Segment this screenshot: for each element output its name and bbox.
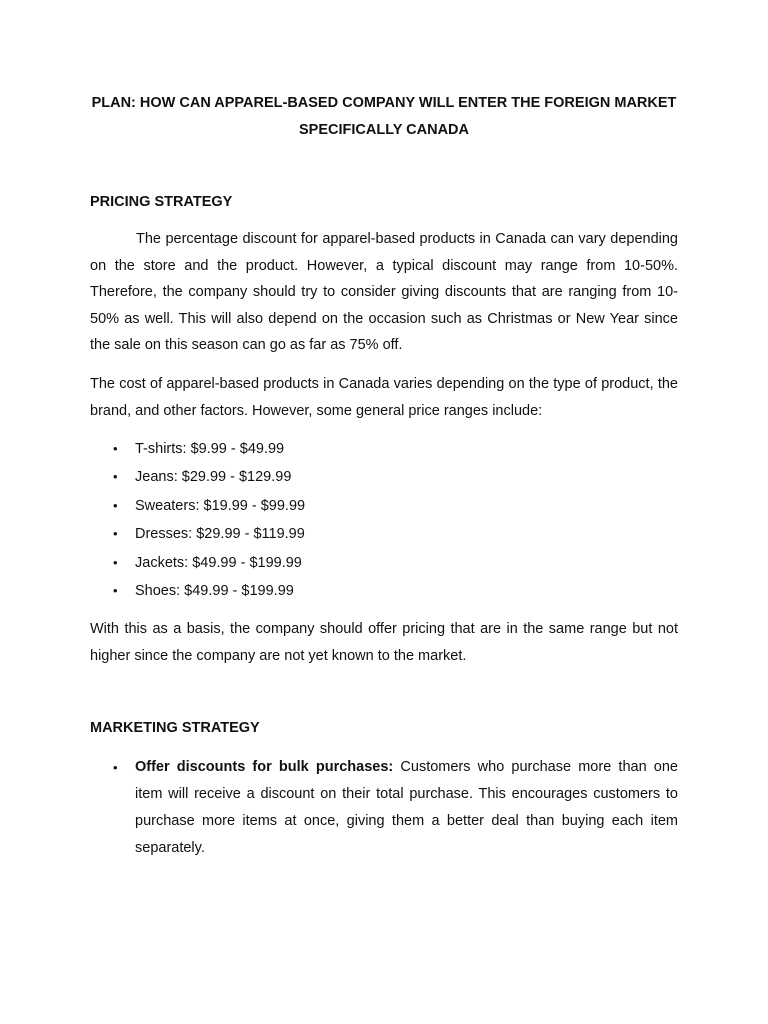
bullet-icon: • bbox=[113, 497, 118, 513]
pricing-paragraph-discount: The percentage discount for apparel-based products in Canada can vary depending on the store and the product. However, a typical discount may range from 10-50%. Therefore, the company should try to consider giving discounts that are ranging from 10-50% as well. This will also depend on the occasion such as Christmas or New Year since the sale on this season can go as far as 75% off. bbox=[90, 231, 678, 353]
price-range-text: Jackets: $49.99 - $199.99 bbox=[135, 554, 302, 571]
marketing-strategy-heading: MARKETING STRATEGY bbox=[90, 720, 260, 736]
document-title: PLAN: HOW CAN APPAREL-BASED COMPANY WILL ENTER THE FOREIGN MARKET SPECIFICALLY CANADA bbox=[91, 95, 677, 138]
list-item bbox=[90, 549, 678, 577]
marketing-item-label: Offer discounts for bulk purchases: bbox=[135, 759, 394, 775]
price-range-text: Shoes: $49.99 - $199.99 bbox=[135, 583, 294, 600]
list-item bbox=[90, 463, 678, 491]
bullet-icon: • bbox=[113, 760, 118, 775]
pricing-paragraph-basis: With this as a basis, the company should offer pricing that are in the same range but not higher since the company are not yet known to the market. bbox=[90, 621, 678, 664]
bullet-icon: • bbox=[113, 554, 118, 570]
price-range-text: Dresses: $29.99 - $119.99 bbox=[135, 526, 305, 543]
list-item bbox=[90, 754, 678, 862]
price-range-text: Sweaters: $19.99 - $99.99 bbox=[135, 497, 306, 514]
marketing-strategy-list bbox=[90, 754, 678, 862]
list-item bbox=[90, 435, 678, 463]
bullet-icon: • bbox=[113, 583, 118, 599]
list-item bbox=[90, 520, 678, 548]
bullet-icon: • bbox=[113, 526, 118, 542]
price-range-list bbox=[90, 435, 678, 605]
price-range-text: T-shirts: $9.99 - $49.99 bbox=[135, 441, 285, 457]
pricing-paragraph-cost: The cost of apparel-based products in Canada varies depending on the type of product, the brand, and other factors. However, some general price ranges include: bbox=[90, 376, 678, 419]
pricing-strategy-heading: PRICING STRATEGY bbox=[90, 194, 233, 210]
price-range-text: Jeans: $29.99 - $129.99 bbox=[135, 469, 292, 486]
marketing-item-text: Customers who purchase more than one item will receive a discount on their total purchase. This encourages customers to purchase more items at once, giving them a better deal than buying each item separately. bbox=[135, 759, 678, 856]
list-item bbox=[90, 577, 678, 605]
bullet-icon: • bbox=[113, 469, 118, 485]
bullet-icon: • bbox=[113, 441, 118, 456]
list-item bbox=[90, 492, 678, 520]
